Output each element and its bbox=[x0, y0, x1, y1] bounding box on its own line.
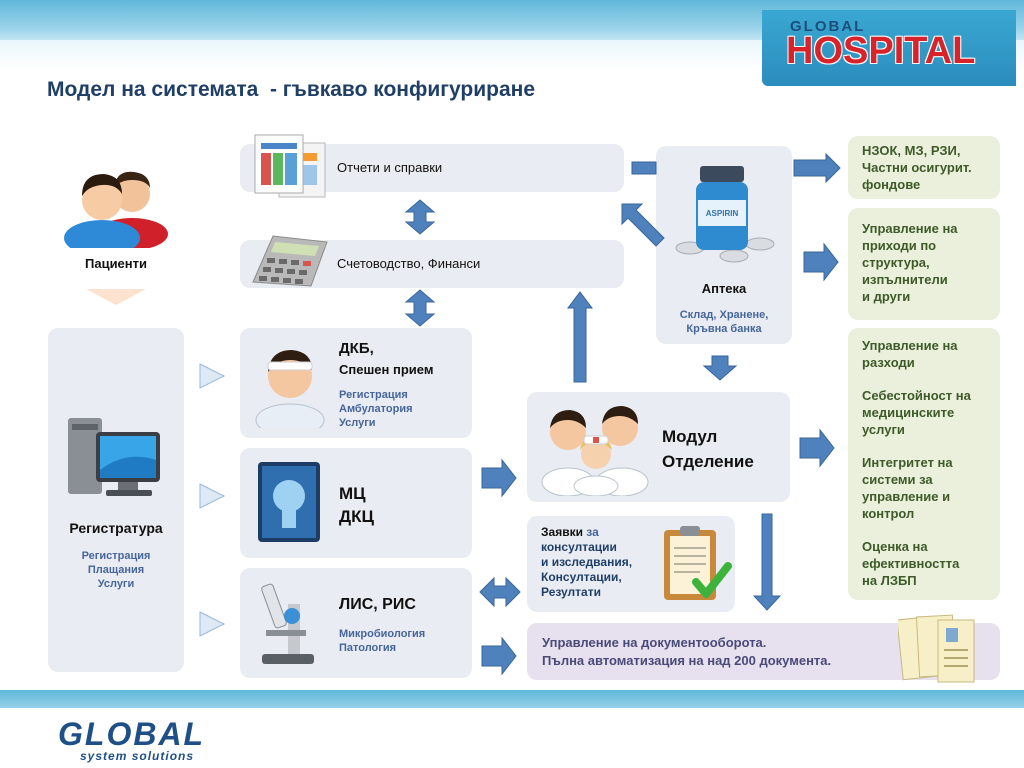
registry-sub-1: Регистрация bbox=[81, 550, 151, 562]
registry-sub-3: Услуги bbox=[97, 578, 135, 590]
pharmacy-sub-2: Кръвна банка bbox=[686, 323, 762, 335]
lis-sub-1: Микробиология bbox=[339, 628, 426, 640]
pharmacy-module-arrow bbox=[704, 356, 736, 380]
right-box-3-p2-line3: услуги bbox=[862, 422, 905, 437]
right-box-1-line2: Частни осигурит. bbox=[862, 160, 972, 175]
accounting-dkb-arrow bbox=[406, 290, 434, 326]
requests-line5: Резултати bbox=[541, 585, 601, 599]
right-box-3-p1-line1: Управление на bbox=[862, 338, 958, 353]
pharmacy-sub-1: Склад, Хранене, bbox=[679, 309, 769, 321]
right-box-3-p4-line2: ефективността bbox=[862, 556, 960, 571]
right-box-1-line1: НЗОК, МЗ, РЗИ, bbox=[862, 143, 961, 158]
lis-requests-arrow bbox=[480, 578, 520, 606]
dkb-title2: Спешен прием bbox=[339, 362, 434, 377]
module-reports-diagonal-arrow bbox=[622, 204, 664, 246]
dkb-title: ДКБ, bbox=[339, 340, 374, 357]
module-right3-arrow bbox=[800, 430, 834, 466]
right-box-3-p1-line2: разходи bbox=[862, 355, 915, 370]
reports-label: Отчети и справки bbox=[337, 160, 443, 175]
right-box-3-p2-line1: Себестойност на bbox=[862, 388, 971, 403]
right-box2-arrow bbox=[804, 244, 838, 280]
lis-documents-arrow bbox=[482, 638, 516, 674]
documents-line2: Пълна автоматизация на над 200 документа. bbox=[542, 653, 832, 668]
right-box-3-p3-line2: системи за bbox=[862, 472, 933, 487]
right-box-2-line2: приходи по bbox=[862, 238, 937, 253]
requests-line4: Консултации, bbox=[541, 570, 622, 584]
right-box-2-line3: структура, bbox=[862, 255, 930, 270]
registry-mc-arrow bbox=[200, 484, 224, 508]
right-box-1-line3: фондове bbox=[862, 177, 921, 192]
registry-dkb-arrow bbox=[200, 364, 224, 388]
module-line2: Отделение bbox=[662, 452, 754, 471]
requests-line1-rest: за bbox=[582, 525, 599, 539]
pharmacy-title: Аптека bbox=[701, 281, 747, 296]
footer-logo: GLOBAL bbox=[58, 716, 206, 752]
patients-label: Пациенти bbox=[85, 256, 147, 271]
requests-line1-bold: Заявки bbox=[541, 525, 583, 539]
dkb-sub-2: Амбулатория bbox=[339, 403, 413, 415]
right-box-2-line5: и други bbox=[862, 289, 911, 304]
right-box-2-line1: Управление на bbox=[862, 221, 958, 236]
page-title: Модел на системата - гъвкаво конфигуриране bbox=[47, 78, 536, 101]
documents-line1: Управление на документооборота. bbox=[542, 635, 767, 650]
registry-title: Регистратура bbox=[69, 520, 163, 536]
module-line1: Модул bbox=[662, 427, 718, 446]
dkb-sub-1: Регистрация bbox=[339, 389, 408, 401]
registry-sub-2: Плащания bbox=[87, 564, 145, 576]
hospital-logo-big: HOSPITAL bbox=[786, 30, 976, 72]
dkb-sub-3: Услуги bbox=[339, 417, 376, 429]
registry-lis-arrow bbox=[200, 612, 224, 636]
right-box-3-p2-line2: медицинските bbox=[862, 405, 955, 420]
right-box-2-line4: изпълнители bbox=[862, 272, 948, 287]
module-documents-arrow bbox=[754, 514, 780, 610]
requests-line2: консултации bbox=[541, 540, 617, 554]
right-box-3-p3-line4: контрол bbox=[862, 506, 915, 521]
mc-line2: ДКЦ bbox=[339, 507, 374, 526]
module-up-arrow bbox=[568, 292, 592, 382]
footer-logo-sub: system solutions bbox=[80, 749, 195, 763]
right-box-3-p3-line3: управление и bbox=[862, 489, 951, 504]
pharmacy-right1-arrow bbox=[794, 154, 840, 182]
accounting-label: Счетоводство, Финанси bbox=[337, 256, 481, 271]
bottle-label: ASPIRIN bbox=[705, 209, 739, 218]
right-box-3-p4-line1: Оценка на bbox=[862, 539, 928, 554]
right-box-3-p3-line1: Интегритет на bbox=[862, 455, 953, 470]
requests-line3: и изследвания, bbox=[541, 555, 633, 569]
right-box-3-p4-line3: на ЛЗБП bbox=[862, 573, 917, 588]
mc-module-arrow bbox=[482, 460, 516, 496]
reports-accounting-arrow bbox=[406, 200, 434, 234]
mc-line1: МЦ bbox=[339, 484, 366, 503]
lis-title: ЛИС, РИС bbox=[339, 596, 416, 613]
reports-pharmacy-bar bbox=[632, 162, 656, 174]
lis-sub-2: Патология bbox=[339, 642, 397, 654]
hospital-logo-small: GLOBAL bbox=[790, 18, 866, 35]
